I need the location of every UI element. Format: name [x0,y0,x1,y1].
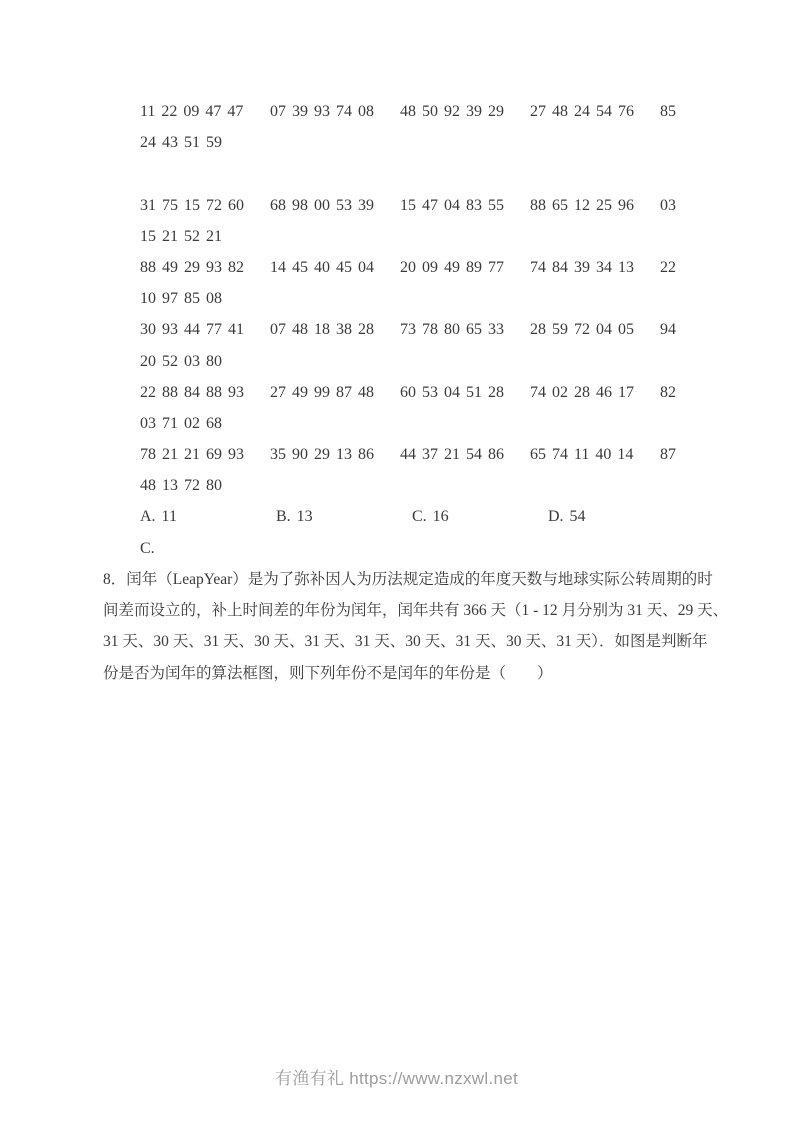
number-group: 11 22 09 47 47 [140,103,244,120]
question-8 [103,564,729,689]
number-group-tail: 85 [660,103,676,120]
question-8-line: 31 天、30 天、31 天、30 天、31 天、31 天、30 天、31 天、30 天、31 天）．如图是判断年 [103,633,708,651]
number-group-tail: 22 [660,258,676,276]
table-row [140,314,700,345]
number-group: 15 47 04 83 55 [400,196,504,214]
number-group: 35 90 29 13 86 [270,446,374,464]
number-group: 78 21 21 69 93 [140,446,244,464]
number-group: 88 65 12 25 96 [530,196,634,214]
footer-watermark: 有渔有礼 https://www.nzxwl.net [274,1069,519,1088]
number-group: 27 49 99 87 48 [270,383,374,401]
answer-options [140,501,700,532]
table-row-wrap: 10 97 85 08 [140,290,222,308]
number-group: 74 84 39 34 13 [530,258,634,276]
option-d: D. 54 [548,508,586,526]
number-group: 28 59 72 04 05 [530,321,634,339]
number-group: 88 49 29 93 82 [140,258,244,276]
question-8-line: 8．闰年（LeapYear）是为了弥补因人为历法规定造成的年度天数与地球实际公转周期的时 [103,571,713,588]
table-row [140,377,700,408]
number-group: 20 09 49 89 77 [400,258,504,276]
table-row [140,190,700,221]
number-group: 65 74 11 40 14 [530,446,634,464]
number-group: 68 98 00 53 39 [270,196,374,214]
table-row [140,252,700,283]
table-row [140,439,700,470]
table-row-wrap: 24 43 51 59 [140,134,222,152]
answer-marker: C. [140,539,155,557]
question-8-line: 间差而设立的，补上时间差的年份为闰年，闰年共有 366 天（1 - 12 月分别为 31 天、29 天、 [103,602,729,620]
number-group: 14 45 40 45 04 [270,258,374,276]
number-group-tail: 94 [660,321,676,339]
random-number-table-section [140,96,700,564]
number-group: 60 53 04 51 28 [400,383,504,401]
option-a: A. 11 [140,508,177,526]
table-row-wrap: 48 13 72 80 [140,477,222,495]
number-group-tail: 87 [660,446,676,464]
number-group: 74 02 28 46 17 [530,383,634,401]
page-footer [0,1066,793,1092]
number-group-tail: 03 [660,196,676,214]
number-group: 73 78 80 65 33 [400,321,504,339]
option-b: B. 13 [276,508,313,526]
number-group: 07 48 18 38 28 [270,321,374,339]
table-row-wrap: 20 52 03 80 [140,352,222,370]
number-group: 30 93 44 77 41 [140,321,244,339]
option-c: C. 16 [412,508,449,526]
number-group: 27 48 24 54 76 [530,103,634,120]
number-group: 44 37 21 54 86 [400,446,504,464]
number-group: 22 88 84 88 93 [140,383,244,401]
question-8-line: 份是否为闰年的算法框图，则下列年份不是闰年的年份是（ ） [103,664,553,682]
number-group: 07 39 93 74 08 [270,103,374,120]
table-row-wrap: 03 71 02 68 [140,414,222,432]
number-group-tail: 82 [660,383,676,401]
table-row [140,96,700,127]
blank-line [140,158,700,189]
table-row-wrap: 15 21 52 21 [140,227,222,245]
number-group: 48 50 92 39 29 [400,103,504,120]
number-group: 31 75 15 72 60 [140,196,244,214]
